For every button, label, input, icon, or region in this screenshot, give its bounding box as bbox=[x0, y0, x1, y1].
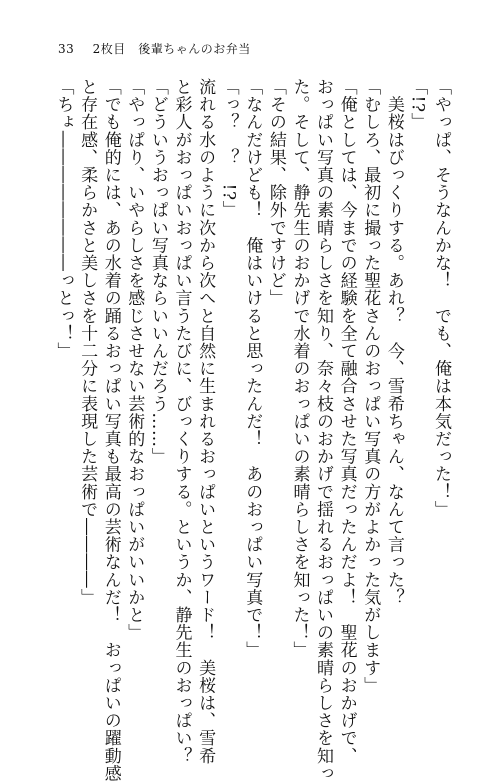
text-line: と彩人がおっぱいおっぱい言うたびに、びっくりする。というか、静先生のおっぱい？ bbox=[171, 78, 192, 765]
text-line: 「どういうおっぱい写真ならいいんだろう……」 bbox=[147, 78, 168, 466]
page-number: 33 bbox=[58, 42, 75, 56]
text-line: 「むしろ、最初に撮った聖花さんのおっぱい写真の方がよかった気がします」 bbox=[360, 78, 381, 694]
text-line: 「ちょ――――――――っとっ！」 bbox=[53, 78, 74, 360]
chapter-title: 2枚目 後輩ちゃんのお弁当 bbox=[92, 42, 251, 56]
text-line: 「!?」 bbox=[407, 78, 428, 131]
text-line: 「その結果、除外ですけど」 bbox=[265, 78, 286, 307]
text-line: 「でも俺的には、あの水着の踊るおっぱい写真も最高の芸術なんだ！ おっぱいの躍動感 bbox=[100, 78, 121, 782]
text-line: た。そして、静先生のおかげで水着のおっぱいの素晴らしさを知った！」 bbox=[289, 78, 310, 659]
text-line: おっぱい写真の素晴らしさを知り、奈々枝のおかげで揺れるおっぱいの素晴らしさを知っ bbox=[313, 78, 334, 782]
text-line: と存在感、柔らかさと美しさを十二分に表現した芸術で――――」 bbox=[77, 78, 98, 606]
text-line: 「やっぱ、そうなんかな！ でも、俺は本気だった！」 bbox=[431, 78, 451, 518]
text-line: 美桜はびっくりする。あれ？ 今、雪希ちゃん、なんて言った？ bbox=[383, 78, 404, 606]
text-line: 「俺としては、今までの経験を全て融合させた写真だったんだよ！ 聖花のおかげで、 bbox=[336, 78, 357, 765]
novel-body-text bbox=[42, 78, 452, 782]
text-line: 「なんだけども！ 俺はいけると思ったんだ！ あのおっぱい写真で！」 bbox=[242, 78, 263, 659]
running-header bbox=[58, 40, 251, 57]
text-line: 流れる水のように次から次へと自然に生まれるおっぱいというワード！ 美桜は、雪希 bbox=[195, 78, 216, 765]
text-line: 「やっぱり、いやらしさを感じさせない芸術的なおっぱいがいいかと」 bbox=[124, 78, 145, 642]
text-line: 「っ？ ？ !?」 bbox=[218, 78, 239, 219]
